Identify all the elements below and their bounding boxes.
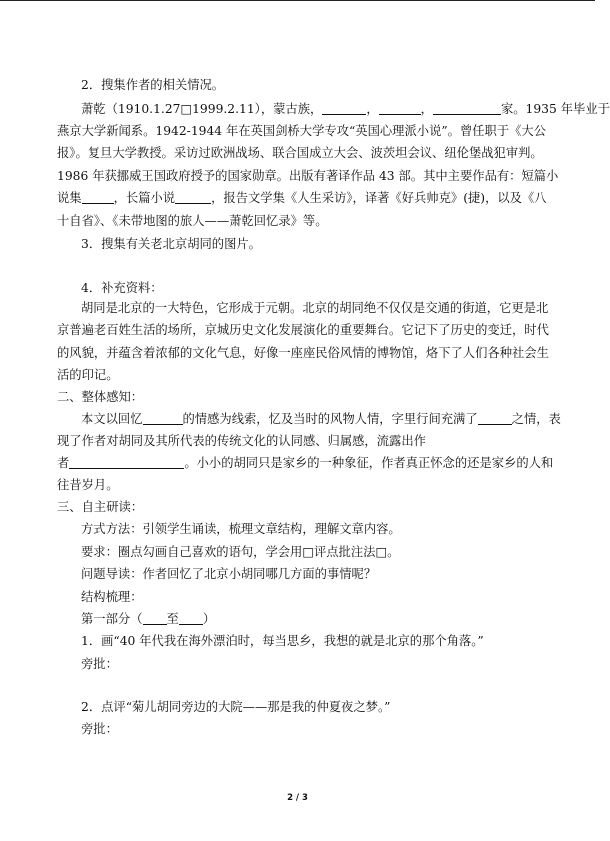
fill-blank[interactable] bbox=[478, 412, 512, 425]
supplement-line-1: 胡同是北京的一大特色，它形成于元朝。北京的胡同绝不仅仅是交通的街道，它更是北 bbox=[81, 301, 549, 315]
overview-line-3 bbox=[57, 455, 553, 471]
page-number: 2 / 3 bbox=[287, 793, 308, 803]
text: 第一部分（ bbox=[81, 612, 143, 626]
fill-blank[interactable] bbox=[69, 456, 184, 469]
fill-blank[interactable] bbox=[82, 191, 114, 204]
text: 之情，表 bbox=[511, 412, 561, 426]
author-info-line-2: 燕京大学新闻系。1942-1944 年在英国剑桥大学专攻“英国心理派小说”。曾任职于《大公 bbox=[57, 124, 547, 138]
part-one-line bbox=[81, 611, 215, 627]
text: 说集 bbox=[57, 191, 82, 205]
text: 者 bbox=[57, 456, 70, 470]
section-3-heading: 3．搜集有关老北京胡同的图片。 bbox=[81, 237, 261, 251]
fill-blank[interactable] bbox=[179, 612, 203, 625]
fill-blank[interactable] bbox=[175, 191, 211, 204]
text: ， bbox=[366, 102, 379, 116]
fill-blank[interactable] bbox=[379, 102, 421, 115]
question-2: 2．点评“菊儿胡同旁边的大院——那是我的仲夏夜之梦。” bbox=[81, 700, 391, 714]
author-info-line-4: 1986 年获挪威王国政府授予的国家勋章。出版有著译作品 43 部。其中主要作品有：短篇小 bbox=[57, 169, 559, 183]
text: 至 bbox=[166, 612, 179, 626]
text: ，报告文学集《人生采访》，译著《好兵帅克》(捷)，以及《八 bbox=[211, 191, 547, 205]
author-info-line-1 bbox=[81, 101, 610, 117]
text: ） bbox=[202, 612, 216, 626]
part-3-heading: 三、自主研读： bbox=[57, 500, 144, 514]
supplement-line-4: 活的印记。 bbox=[57, 368, 119, 382]
overview-line-4: 往昔岁月。 bbox=[57, 478, 119, 492]
fill-blank[interactable] bbox=[322, 102, 366, 115]
overview-line-2: 现了作者对胡同及其所代表的传统文化的认同感、归属感，流露出作 bbox=[57, 434, 426, 448]
fill-blank[interactable] bbox=[143, 412, 183, 425]
fill-blank[interactable] bbox=[433, 102, 501, 115]
text: 。小小的胡同只是家乡的一种象征，作者真正怀念的还是家乡的人和 bbox=[184, 456, 554, 470]
section-2-heading: 2．搜集作者的相关情况。 bbox=[81, 78, 225, 92]
supplement-line-2: 京普遍老百姓生活的场所，京城历史文化发展演化的重要舞台。它记下了历史的变迁，时代 bbox=[57, 323, 549, 337]
author-info-line-5 bbox=[57, 190, 547, 206]
text: ，长篇小说 bbox=[113, 191, 176, 205]
text: 萧乾（1910.1.27□1999.2.11），蒙古族， bbox=[81, 102, 323, 116]
margin-note-2-label: 旁批： bbox=[81, 722, 118, 736]
method-line: 方式方法：引领学生诵读，梳理文章结构，理解文章内容。 bbox=[81, 522, 401, 536]
requirement-line: 要求：圈点勾画自己喜欢的语句，学会用□评点批注法□。 bbox=[81, 545, 400, 559]
author-info-line-6: 十自省》、《未带地图的旅人——萧乾回忆录》等。 bbox=[57, 214, 328, 228]
structure-line: 结构梳理： bbox=[81, 590, 143, 604]
overview-line-1 bbox=[81, 411, 561, 427]
part-2-heading: 二、整体感知： bbox=[57, 390, 144, 404]
margin-note-1-label: 旁批： bbox=[81, 657, 118, 671]
supplement-line-3: 的风貌，并蕴含着浓郁的文化气息，好像一座座民俗风情的博物馆，烙下了人们各种社会生 bbox=[57, 346, 549, 360]
question-line: 问题导读：作者回忆了北京小胡同哪几方面的事情呢？ bbox=[81, 567, 377, 581]
top-rule bbox=[0, 0, 595, 1]
text: ， bbox=[420, 102, 433, 116]
fill-blank[interactable] bbox=[143, 612, 167, 625]
author-info-line-3: 报》。复旦大学教授。采访过欧洲战场、联合国成立大会、波茨坦会议、纽伦堡战犯审判。 bbox=[57, 146, 543, 160]
section-4-heading: 4．补充资料： bbox=[81, 281, 163, 295]
question-1: 1．画“40 年代我在海外漂泊时，每当思乡，我想的就是北京的那个角落。” bbox=[81, 634, 484, 648]
text: 本文以回忆 bbox=[81, 412, 143, 426]
text: 家。1935 年毕业于 bbox=[500, 102, 610, 116]
text: 的情感为线索，忆及当时的风物人情，字里行间充满了 bbox=[182, 412, 478, 426]
